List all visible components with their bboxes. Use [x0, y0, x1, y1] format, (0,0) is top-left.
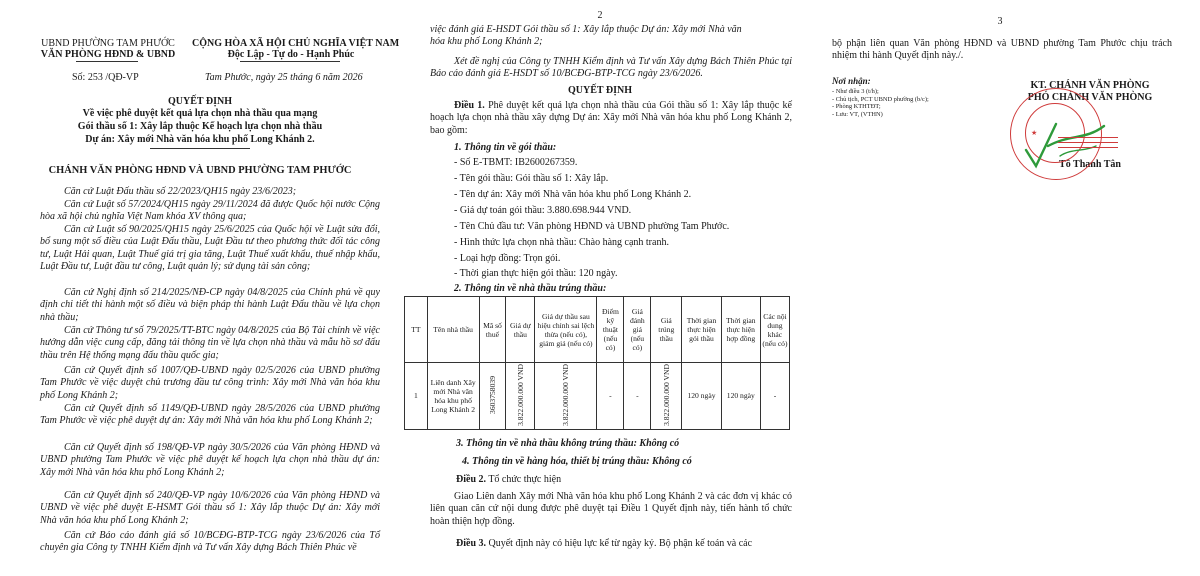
article-3-continued: bộ phận liên quan Văn phòng HĐND và UBND phường Tam Phước chịu trách nhiệm thi hành Quyết định này./.: [832, 38, 1172, 62]
agency-name: UBND PHƯỜNG TAM PHƯỚC: [41, 38, 175, 49]
national-motto: Độc Lập - Tự do - Hạnh Phúc: [227, 49, 355, 60]
document-subtitle-1: Về việc phê duyệt kết quả lựa chọn nhà thầu qua mạng: [82, 108, 318, 119]
article-1-label: Điều 1.: [454, 100, 485, 111]
legal-basis-3: Căn cứ Luật số 90/2025/QH15 ngày 25/6/2025 của Quốc hội về Luật sửa đổi, bổ sung một số điều của Luật Đấu thầu, Luật Đầu tư theo phương thức đối tác công tư, Luật Hải quan, Luật Thuế giá trị gia tăng, Luật Thuế xuất khẩu, thuế nhập khẩu, Luật Đầu tư, Luật đầu tư công, Luật quản lý; sử dụng tài sản công;: [40, 224, 380, 273]
bid-info-investor: - Tên Chủ đầu tư: Văn phòng HĐND và UBND phường Tam Phước.: [454, 221, 730, 232]
cell-contract-duration: 120 ngày: [721, 363, 760, 430]
decision-heading: QUYẾT ĐỊNH: [568, 85, 632, 96]
header-tax-code: Mã số thuế: [479, 297, 506, 363]
section-3-heading: 3. Thông tin về nhà thầu không trúng thầu: Không có: [456, 438, 680, 449]
document-number: Số: 253 /QĐ-VP: [72, 72, 139, 83]
article-2-body: Giao Liên danh Xây mới Nhà văn hóa khu phố Long Khánh 2 và các đơn vị khác có liên quan căn cứ nội dung được phê duyệt tại Điều 1 Quyết định này, tiến hành tổ chức hoàn thiện hợp đồng.: [430, 491, 792, 527]
agency-underline: [76, 61, 138, 62]
cell-technical-score: -: [597, 363, 624, 430]
table-header-row: [405, 297, 790, 363]
article-2-label: Điều 2.: [456, 474, 486, 485]
header-winning-price: Giá trúng thầu: [651, 297, 682, 363]
adjusted-price-value: 3.822.000.000 VND: [561, 364, 571, 426]
cell-adjusted-price: [535, 363, 597, 430]
official-seal-icon: ★: [1010, 88, 1102, 180]
bid-info-etbmt: - Số E-TBMT: IB2600267359.: [454, 157, 578, 168]
legal-basis-10: Căn cứ Báo cáo đánh giá số 10/BCĐG-BTP-TCG ngày 23/6/2026 của Tổ chuyên gia Công ty TNHH Kiểm định và Tư vấn Xây dựng Bách Thiên Phúc về: [40, 530, 380, 554]
article-2-heading: [456, 474, 561, 486]
winning-price-value: 3.822.000.000 VND: [661, 364, 671, 426]
legal-basis-2: Căn cứ Luật số 57/2024/QH15 ngày 29/11/2024 đã được Quốc hội nước Cộng hòa xã hội chủ nghĩa Việt Nam khóa XV thông qua;: [40, 199, 380, 223]
article-3: [456, 538, 752, 550]
header-technical-score: Điểm kỹ thuật (nếu có): [597, 297, 624, 363]
bid-info-duration: - Thời gian thực hiện gói thầu: 120 ngày.: [454, 268, 618, 279]
header-other: Các nội dung khác (nếu có): [760, 297, 789, 363]
bid-info-contract: - Loại hợp đồng: Trọn gói.: [454, 253, 561, 264]
document-subtitle-3: Dự án: Xây mới Nhà văn hóa khu phố Long Khánh 2.: [85, 134, 315, 145]
document-date: Tam Phước, ngày 25 tháng 6 năm 2026: [205, 72, 363, 83]
cell-tt: 1: [405, 363, 428, 430]
page-number: 2: [597, 10, 603, 21]
motto-underline: [240, 61, 340, 62]
cell-tax-code: [479, 363, 506, 430]
bid-info-method: - Hình thức lựa chọn nhà thầu: Chào hàng cạnh tranh.: [454, 237, 669, 248]
page-number: 3: [997, 16, 1003, 27]
article-2-text: Tổ chức thực hiện: [486, 474, 562, 485]
document-page-1: [0, 0, 400, 576]
header-contract-duration: Thời gian thực hiện hợp đồng: [721, 297, 760, 363]
tax-code-value: 3603758039: [487, 375, 497, 414]
header-adjusted-price: Giá dự thầu sau hiệu chỉnh sai lệch thừa (nếu có), giảm giá (nếu có): [535, 297, 597, 363]
bid-info-project: - Tên dự án: Xây mới Nhà văn hóa khu phố Long Khánh 2.: [454, 189, 692, 200]
table-row: [405, 363, 790, 430]
section-4-heading: 4. Thông tin về hàng hóa, thiết bị trúng thầu: Không có: [462, 456, 692, 467]
recipient-item: - Như điều 3 (t/h);: [832, 88, 879, 95]
header-evaluated-price: Giá đánh giá (nếu có): [624, 297, 651, 363]
document-page-3: [800, 0, 1200, 576]
stamp-date-box: [1058, 134, 1118, 152]
article-1: [430, 100, 792, 137]
article-3-label: Điều 3.: [456, 538, 486, 549]
recipient-item: - Lưu: VT, (VTHN): [832, 110, 883, 118]
section-2-heading: 2. Thông tin về nhà thầu trúng thầu:: [454, 283, 607, 294]
document-title: QUYẾT ĐỊNH: [168, 96, 232, 107]
header-bidder-name: Tên nhà thầu: [427, 297, 479, 363]
article-3-text: Quyết định này có hiệu lực kể từ ngày ký. Bộ phận kế toán và các: [486, 538, 753, 549]
continued-basis-line-1: việc đánh giá E-HSDT Gói thầu số 1: Xây lắp thuộc Dự án: Xây mới Nhà văn: [430, 24, 742, 35]
title-underline: [150, 148, 250, 149]
section-1-heading: 1. Thông tin về gói thầu:: [454, 142, 557, 153]
legal-basis-1: Căn cứ Luật Đấu thầu số 22/2023/QH15 ngày 23/6/2023;: [64, 186, 297, 197]
consideration-clause: Xét đề nghị của Công ty TNHH Kiểm định và Tư vấn Xây dựng Bách Thiên Phúc tại Báo cáo đánh giá E-HSDT số 10/BCĐG-BTP-TCG ngày 23/6/2026.: [430, 56, 792, 80]
signer-name: Tô Thanh Tân: [1059, 159, 1121, 170]
signature-title-1: KT. CHÁNH VĂN PHÒNG: [1030, 80, 1150, 91]
recipients-list: [832, 80, 929, 118]
document-subtitle-2: Gói thầu số 1: Xây lắp thuộc Kế hoạch lựa chọn nhà thầu: [77, 121, 323, 132]
cell-other: -: [760, 363, 789, 430]
legal-basis-5: Căn cứ Thông tư số 79/2025/TT-BTC ngày 04/8/2025 của Bộ Tài chính về việc hướng dẫn việc cung cấp, đăng tải thông tin về lựa chọn nhà thầu và mẫu hồ sơ đấu thầu trên Hệ thống mạng đấu thầu quốc gia;: [40, 325, 380, 361]
cell-winning-price: [651, 363, 682, 430]
issuing-authority: CHÁNH VĂN PHÒNG HĐND VÀ UBND PHƯỜNG TAM PHƯỚC: [48, 165, 352, 176]
cell-bidder-name: Liên danh Xây mới Nhà văn hóa khu phố Long Khánh 2: [427, 363, 479, 430]
recipient-item: - Phòng KTHTĐT;: [832, 103, 881, 111]
legal-basis-4: Căn cứ Nghị định số 214/2025/NĐ-CP ngày 04/8/2025 của Chính phủ về quy định chi tiết thi hành một số điều và biện pháp thi hành Luật Đấu thầu về lựa chọn nhà thầu;: [40, 287, 380, 323]
header-tt: TT: [405, 297, 428, 363]
agency-office: VĂN PHÒNG HĐND & UBND: [40, 49, 176, 60]
bid-info-estimate: - Giá dự toán gói thầu: 3.880.698.944 VND.: [454, 205, 632, 216]
legal-basis-7: Căn cứ Quyết định số 1149/QĐ-UBND ngày 28/5/2026 của UBND phường Tam Phước về việc phê duyệt dự án: Xây mới Nhà văn hóa khu phố Long Khánh 2;: [40, 403, 380, 427]
cell-package-duration: 120 ngày: [682, 363, 721, 430]
national-title: CỘNG HÒA XÃ HỘI CHỦ NGHĨA VIỆT NAM: [192, 38, 400, 49]
header-bid-price: Giá dự thầu: [506, 297, 535, 363]
article-1-text: Phê duyệt kết quả lựa chọn nhà thầu của Gói thầu số 1: Xây lắp thuộc kế hoạch lựa chọn nhà thầu xây dựng Dự án: Xây mới Nhà văn hóa khu phố Long Khánh 2, bao gồm:: [430, 100, 792, 136]
recipients-title: Nơi nhận:: [832, 76, 871, 86]
winning-bidder-table: [404, 296, 790, 430]
continued-basis-line-2: hóa khu phố Long Khánh 2;: [430, 36, 543, 47]
legal-basis-8: Căn cứ Quyết định số 198/QĐ-VP ngày 30/5/2026 của Văn phòng HĐND và UBND phường Tam Phước về việc phê duyệt kế hoạch lựa chọn nhà thầu dự án: Xây mới Nhà văn hóa khu phố Long Khánh 2;: [40, 442, 380, 478]
bid-info-package: - Tên gói thầu: Gói thầu số 1: Xây lắp.: [454, 173, 609, 184]
header-package-duration: Thời gian thực hiện gói thầu: [682, 297, 721, 363]
legal-basis-6: Căn cứ Quyết định số 1007/QĐ-UBND ngày 02/5/2026 của UBND phường Tam Phước về việc duyệt chủ trương đầu tư công trình: Xây mới Nhà văn hóa khu phố Long Khánh 2;: [40, 365, 380, 401]
legal-basis-9: Căn cứ Quyết định số 240/QĐ-VP ngày 10/6/2026 của Văn phòng HĐND và UBND về việc phê duyệt E-HSMT Gói thầu số 1: Xây lắp thuộc Dự án: Xây mới Nhà văn hóa khu phố Long Khánh 2;: [40, 490, 380, 526]
cell-bid-price: [506, 363, 535, 430]
recipient-item: - Chủ tịch, PCT UBND phường (b/c);: [832, 95, 929, 103]
signature-title-2: PHÓ CHÁNH VĂN PHÒNG: [1027, 92, 1153, 103]
cell-evaluated-price: -: [624, 363, 651, 430]
document-page-2: [400, 0, 800, 576]
bid-price-value: 3.822.000.000 VND: [515, 364, 525, 426]
